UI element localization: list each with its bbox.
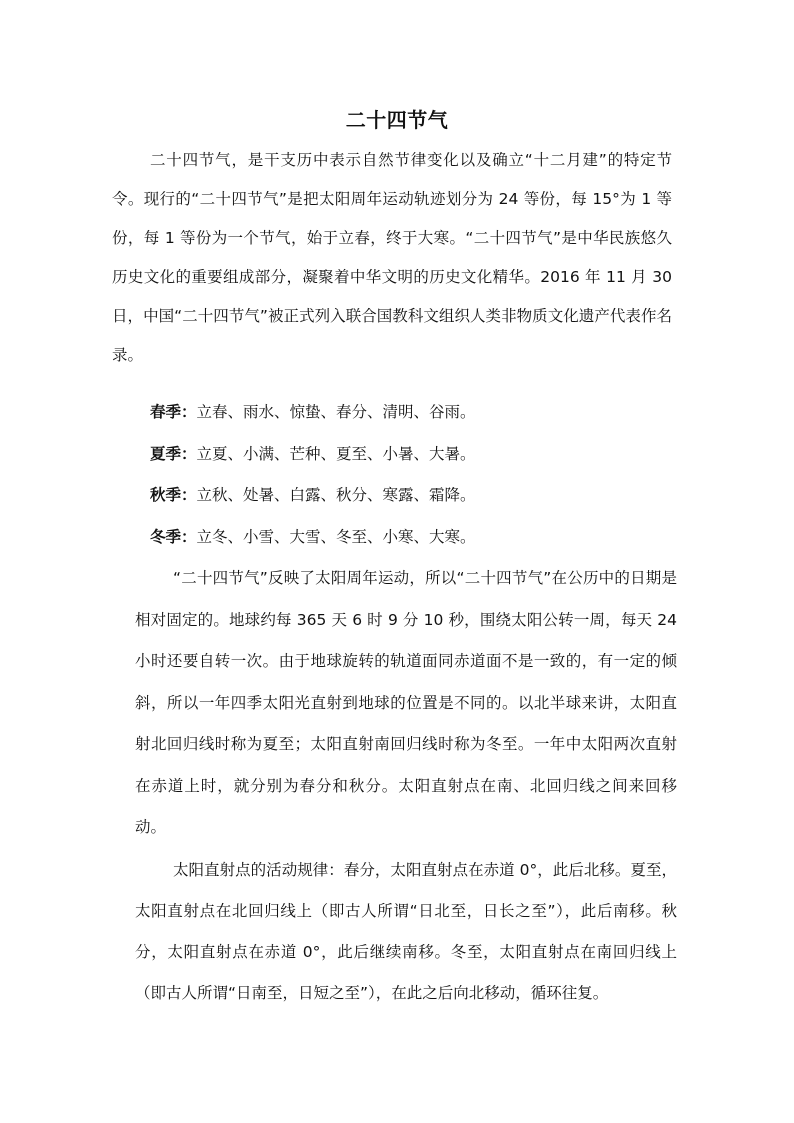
season-label: 秋季：: [150, 486, 197, 504]
intro-paragraph: 二十四节气，是干支历中表示自然节律变化以及确立“十二月建”的特定节令。现行的“二十四节气”是把太阳周年运动轨迹划分为 24 等份，每 15°为 1 等份，每 1 等份为一个节气，始于立春，终于大寒。“二十四节气”是中华民族悠久历史文化的重要组成部分，凝聚着中华文明的历史文化精华。2016 年 11 月 30 日，中国“二十四节气”被正式列入联合国教科文组织人类非物质文化遗产代表作名录。: [112, 151, 672, 364]
season-label: 夏季：: [150, 444, 197, 463]
document-title: 二十四节气: [345, 108, 449, 132]
direct-point-paragraph: 太阳直射点的活动规律：春分，太阳直射点在赤道 0°，此后北移。夏至，太阳直射点在北回归线上（即古人所谓“日北至，日长之至”），此后南移。秋分，太阳直射点在赤道 0°，此后继续南移。冬至，太阳直射点在南回归线上（即古人所谓“日南至，日短之至”），在此之后向北移动，循环往复。: [135, 861, 677, 1002]
season-autumn: [112, 475, 672, 517]
season-terms: 立秋、处暑、白露、秋分、寒露、霜降。: [196, 486, 476, 504]
solar-motion-paragraph: “二十四节气”反映了太阳周年运动，所以“二十四节气”在公历中的日期是相对固定的。地球约每 365 天 6 时 9 分 10 秒，围绕太阳公转一周，每天 24 小时还要自转一次。由于地球旋转的轨道面同赤道面不是一致的，有一定的倾斜，所以一年四季太阳光直射到地球的位置是不同的。以北半球来讲，太阳直射北回归线时称为夏至；太阳直射南回归线时称为冬至。一年中太阳两次直射在赤道上时，就分别为春分和秋分。太阳直射点在南、北回归线之间来回移动。: [135, 569, 677, 836]
season-winter: [112, 517, 672, 559]
season-label: 冬季：: [150, 527, 197, 546]
season-spring: [112, 392, 672, 434]
seasons-list: [112, 392, 672, 558]
season-terms: 立夏、小满、芒种、夏至、小暑、大暑。: [196, 444, 476, 463]
season-terms: 立冬、小雪、大雪、冬至、小寒、大寒。: [196, 527, 476, 546]
season-terms: 立春、雨水、惊蛰、春分、清明、谷雨。: [196, 403, 476, 421]
season-label: 春季：: [150, 403, 197, 421]
season-summer: [112, 434, 672, 476]
